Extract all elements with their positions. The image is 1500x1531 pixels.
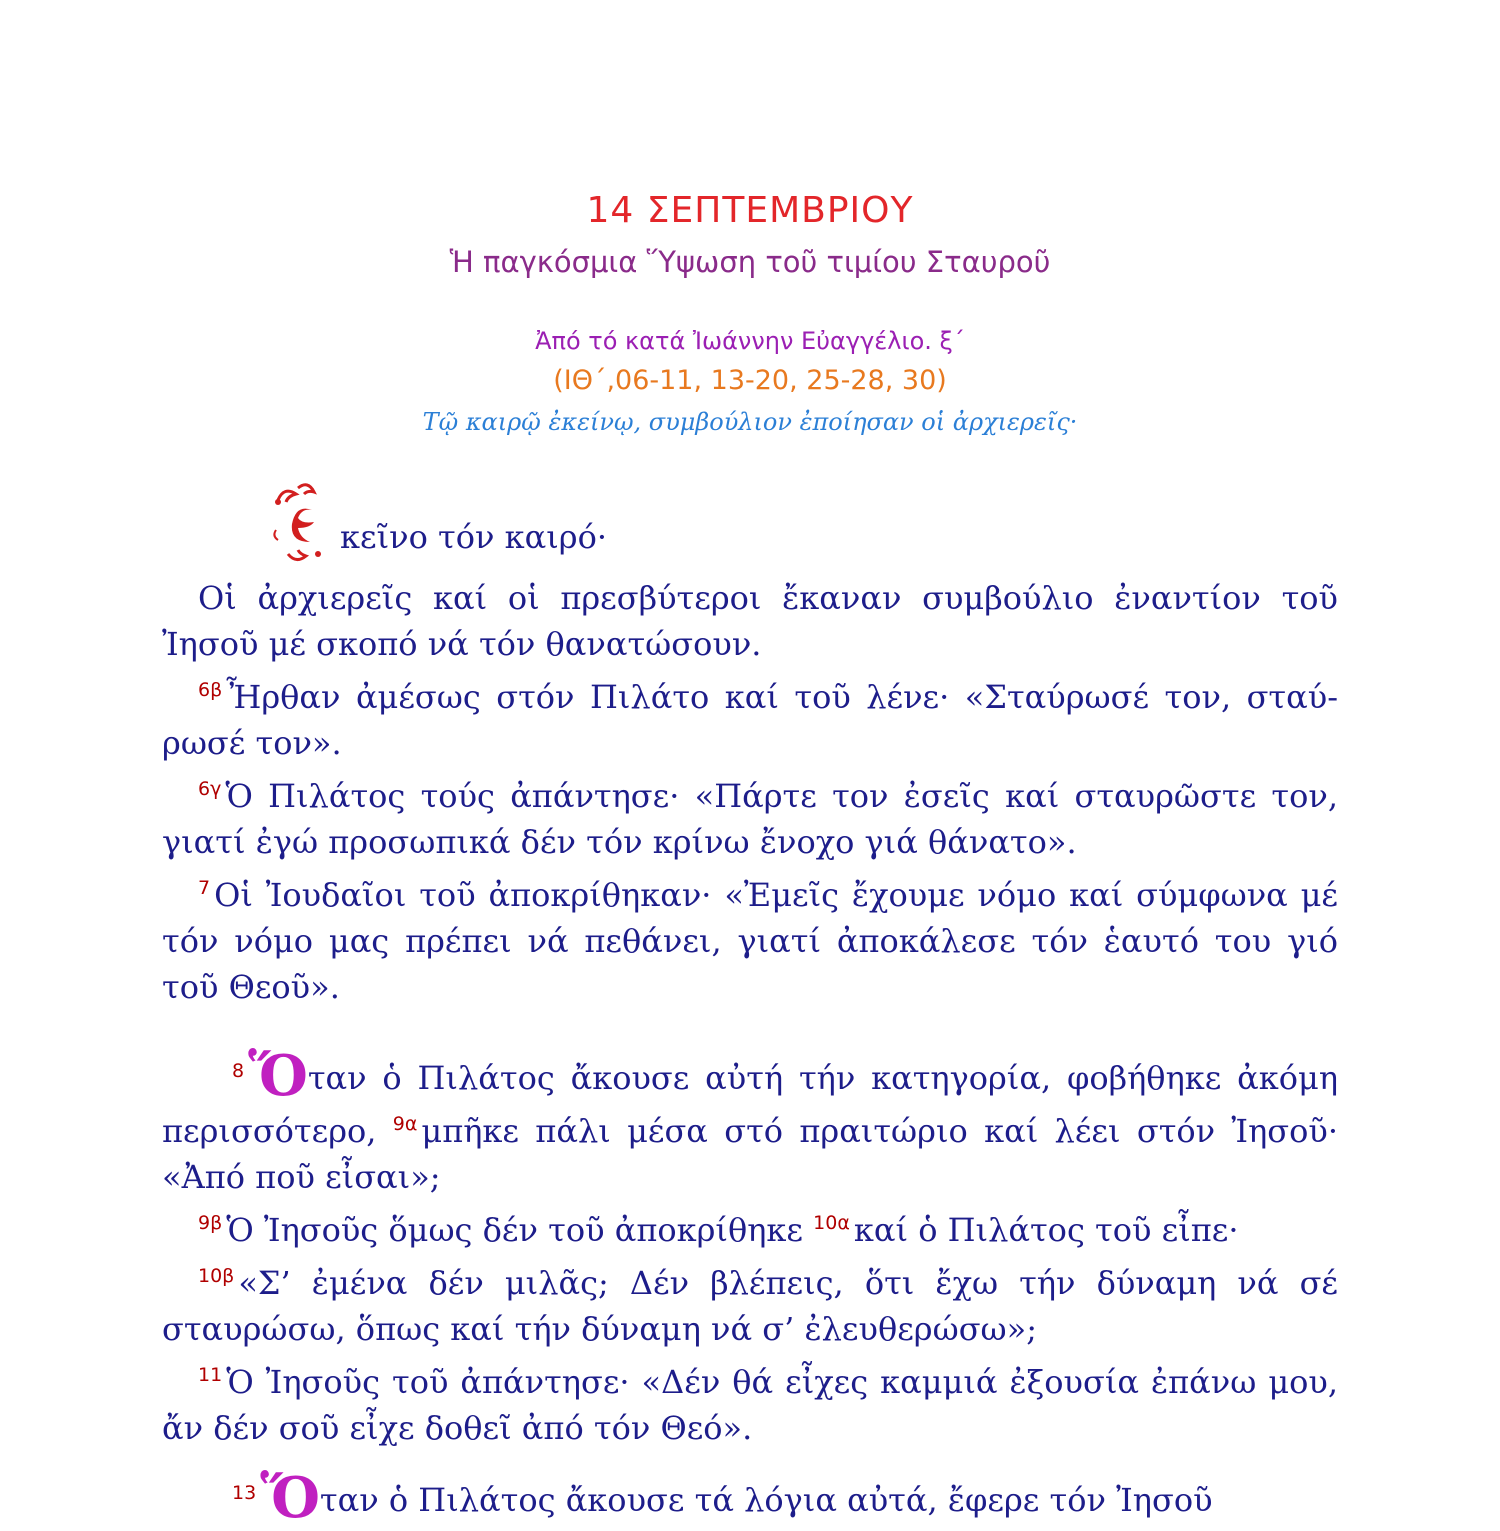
verse-number: 9β bbox=[198, 1212, 223, 1234]
drop-cap: Ὅ bbox=[248, 1043, 308, 1109]
liturgical-incipit: Τῷ καιρῷ ἐκείνῳ, συμβούλιον ἐποίησαν οἱ ἀρχιερεῖς· bbox=[422, 408, 1078, 436]
verse-text: Ἦρθαν ἀμέσως στόν Πιλάτο καί τοῦ λένε· «Σταύρωσέ τον, σταύρωσέ τον». bbox=[162, 678, 1338, 762]
reading-block-1 bbox=[162, 575, 1338, 1010]
verse-number: 11 bbox=[198, 1364, 223, 1386]
ornate-drop-cap-icon bbox=[268, 480, 334, 572]
verse-text: Ὁ Ἰησοῦς ὅμως δέν τοῦ ἀποκρίθηκε bbox=[226, 1211, 803, 1249]
verse-text: ταν ὁ Πιλάτος ἄκουσε τά λόγια αὐτά, ἔφερε τόν Ἰησοῦ bbox=[319, 1481, 1213, 1519]
scripture-reference: (ΙΘ΄,06-11, 13-20, 25-28, 30) bbox=[553, 365, 947, 396]
verse-text: Οἱ ἀρχιερεῖς καί οἱ πρεσβύτεροι ἔκαναν συμβούλιο ἐναντίον τοῦ Ἰησοῦ μέ σκοπό νά τόν θανατώσουν. bbox=[162, 579, 1338, 663]
verse-text: καί ὁ Πιλάτος τοῦ εἶπε· bbox=[853, 1211, 1239, 1249]
reading-block-3 bbox=[162, 1465, 1338, 1531]
gospel-source: Ἀπό τό κατά Ἰωάννην Εὐαγγέλιο. ξ΄ bbox=[535, 327, 965, 355]
paragraph bbox=[162, 1352, 1338, 1451]
verse-number: 7 bbox=[198, 877, 211, 899]
paragraph bbox=[162, 1043, 1339, 1200]
paragraph bbox=[162, 667, 1338, 766]
verse-text: Ὁ Πιλάτος τούς ἀπάντησε· «Πάρτε τον ἐσεῖς καί σταυρῶστε τον, γιατί ἐγώ προσωπικά δέν τόν κρίνω ἔνοχο γιά θάνατο». bbox=[162, 777, 1338, 861]
paragraph bbox=[162, 865, 1338, 1010]
paragraph bbox=[162, 1200, 1338, 1253]
paragraph bbox=[162, 1465, 1338, 1531]
paragraph bbox=[162, 766, 1338, 865]
verse-text: Ὁ Ἰησοῦς τοῦ ἀπάντησε· «Δέν θά εἶχες καμμιά ἐξουσία ἐπάνω μου, ἄν δέν σοῦ εἶχε δοθεῖ ἀπό τόν Θεό». bbox=[162, 1363, 1338, 1447]
verse-number: 13 bbox=[232, 1482, 257, 1504]
verse-text: ταν ὁ Πιλάτος ἄκουσε αὐτή τήν κατηγορία, φοβήθηκε ἀκόμη περισσότερο, bbox=[162, 1059, 1338, 1150]
verse-text: μπῆκε πάλι μέσα στό πραιτώριο καί λέει στόν Ἰησοῦ· «Ἀπό ποῦ εἶσαι»; bbox=[162, 1112, 1339, 1196]
verse-number: 10α bbox=[813, 1212, 850, 1234]
verse-text: Οἱ Ἰουδαῖοι τοῦ ἀποκρίθηκαν· «Ἐμεῖς ἔχουμε νόμο καί σύμφωνα μέ τόν νόμο μας πρέπει νά πεθάνει, γιατί ἀποκάλεσε τόν ἑαυτό του γιό τοῦ Θεοῦ». bbox=[162, 876, 1338, 1006]
reading-block-2 bbox=[162, 1043, 1339, 1451]
first-line: κεῖνο τόν καιρό· bbox=[340, 518, 608, 556]
verse-number: 9α bbox=[392, 1113, 418, 1135]
verse-text: «Σ’ ἐμένα δέν μιλᾶς; Δέν βλέπεις, ὅτι ἔχω τήν δύναμη νά σέ σταυρώσω, ὅπως καί τήν δύναμη νά σ’ ἐλευθερώσω»; bbox=[162, 1264, 1338, 1348]
verse-number: 6β bbox=[198, 679, 223, 701]
verse-number: 8 bbox=[232, 1060, 245, 1082]
paragraph bbox=[162, 1253, 1338, 1352]
paragraph bbox=[162, 575, 1338, 667]
drop-cap: Ὅ bbox=[260, 1465, 320, 1531]
feast-date: 14 ΣΕΠΤΕΜΒΡΙΟΥ bbox=[586, 190, 914, 231]
feast-title: Ἡ παγκόσμια Ὕψωση τοῦ τιμίου Σταυροῦ bbox=[449, 245, 1051, 279]
verse-number: 10β bbox=[198, 1265, 235, 1287]
verse-number: 6γ bbox=[198, 778, 222, 800]
